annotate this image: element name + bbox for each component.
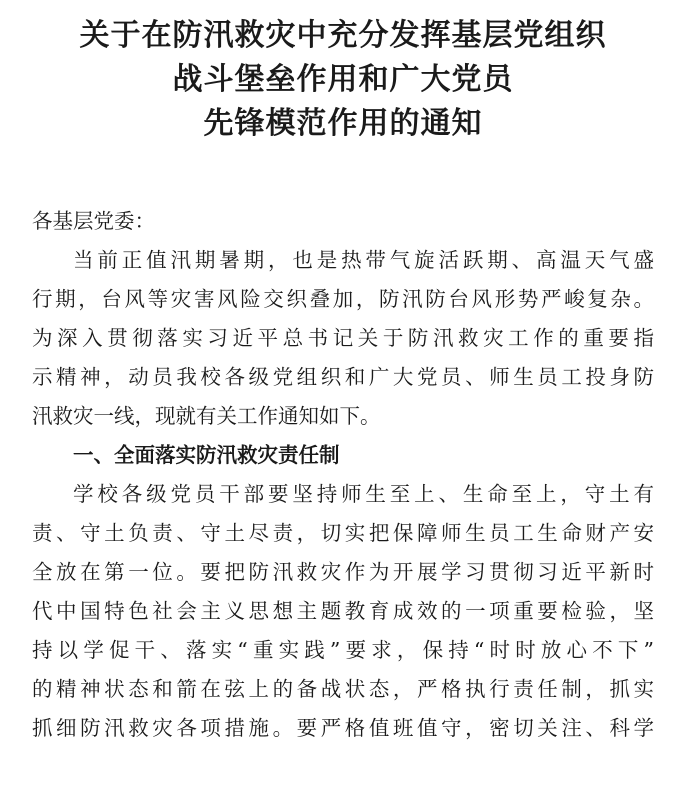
paragraph-line: 责、守土负责、守土尽责，切实把保障师生员工生命财产安 [32, 521, 654, 545]
paragraph-line: 汛救灾一线，现就有关工作通知如下。 [32, 404, 381, 428]
paragraph-line: 的精神状态和箭在弦上的备战状态，严格执行责任制，抓实 [32, 677, 654, 701]
paragraph-2 [32, 475, 654, 748]
document-title [32, 14, 654, 146]
paragraph-line: 为深入贯彻落实习近平总书记关于防汛救灾工作的重要指 [32, 326, 654, 350]
title-line: 先锋模范作用的通知 [203, 106, 483, 141]
greeting: 各基层党委： [32, 209, 155, 233]
paragraph-line: 行期，台风等灾害风险交织叠加，防汛防台风形势严峻复杂。 [32, 287, 654, 311]
paragraph-line: 全放在第一位。要把防汛救灾作为开展学习贯彻习近平新时 [32, 560, 654, 584]
paragraph-line: 示精神，动员我校各级党组织和广大党员、师生员工投身防 [32, 365, 654, 389]
paragraph-line: 代中国特色社会主义思想主题教育成效的一项重要检验，坚 [32, 599, 654, 623]
section-heading: 一、全面落实防汛救灾责任制 [73, 443, 340, 467]
paragraph-1 [32, 241, 654, 436]
paragraph-line: 当前正值汛期暑期，也是热带气旋活跃期、高温天气盛 [73, 248, 654, 272]
paragraph-line: 学校各级党员干部要坚持师生至上、生命至上，守土有 [73, 482, 654, 506]
title-line: 关于在防汛救灾中充分发挥基层党组织 [79, 18, 607, 53]
paragraph-line: 抓细防汛救灾各项措施。要严格值班值守，密切关注、科学 [32, 716, 654, 740]
paragraph-line: 持以学促干、落实“重实践”要求，保持“时时放心不下” [32, 638, 654, 662]
title-line: 战斗堡垒作用和广大党员 [172, 62, 514, 97]
